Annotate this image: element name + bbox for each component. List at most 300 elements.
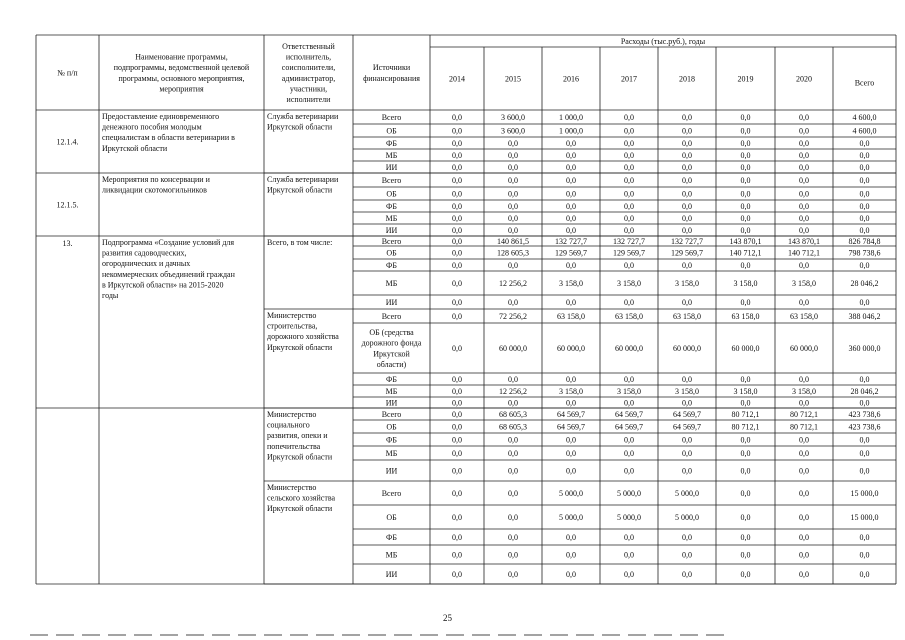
value-cell: 3 158,0 <box>733 278 758 288</box>
value-cell: 0,0 <box>682 175 692 185</box>
source-label: ФБ <box>386 138 397 148</box>
value-cell: 0,0 <box>452 311 462 321</box>
value-cell: 0,0 <box>566 175 576 185</box>
value-cell: 0,0 <box>508 435 518 445</box>
value-cell: 0,0 <box>452 550 462 560</box>
value-cell: 0,0 <box>740 550 751 560</box>
value-cell: 0,0 <box>624 398 634 408</box>
value-cell: 0,0 <box>452 422 462 432</box>
header-responsible: исполнитель, <box>285 52 332 62</box>
value-cell: 80 712,1 <box>790 422 818 432</box>
value-cell: 0,0 <box>799 138 809 148</box>
value-cell: 0,0 <box>799 112 809 122</box>
header-sources: финансирования <box>363 73 420 83</box>
value-cell: 143 870,1 <box>788 236 820 246</box>
responsible-executor: Министерство <box>267 410 317 419</box>
value-cell: 60 000,0 <box>790 343 818 353</box>
value-cell: 0,0 <box>682 150 692 160</box>
source-label: Всего <box>381 112 402 122</box>
total-cell: 4 600,0 <box>852 126 877 136</box>
item-name: огороднических и дачных <box>102 259 191 269</box>
value-cell: 12 256,2 <box>499 278 527 288</box>
value-cell: 0,0 <box>740 126 751 136</box>
value-cell: 0,0 <box>624 213 634 223</box>
value-cell: 0,0 <box>566 532 576 542</box>
value-cell: 0,0 <box>740 138 751 148</box>
header-sources: Источники <box>372 63 411 73</box>
value-cell: 5 000,0 <box>559 512 583 522</box>
value-cell: 0,0 <box>799 175 809 185</box>
total-cell: 0,0 <box>859 213 870 223</box>
value-cell: 5 000,0 <box>675 488 699 498</box>
value-cell: 0,0 <box>624 201 634 211</box>
value-cell: 0,0 <box>566 297 576 307</box>
source-label: ИИ <box>385 225 398 235</box>
value-cell: 0,0 <box>682 189 692 199</box>
value-cell: 0,0 <box>566 448 576 458</box>
value-cell: 0,0 <box>740 569 751 579</box>
source-label: Иркутской <box>373 349 410 359</box>
value-cell: 0,0 <box>740 112 751 122</box>
value-cell: 0,0 <box>682 297 692 307</box>
value-cell: 0,0 <box>452 488 462 498</box>
item-name: Подпрограмма «Создание условий для <box>102 238 235 247</box>
value-cell: 0,0 <box>682 201 692 211</box>
header-responsible: соисполнители, <box>281 63 336 73</box>
total-cell: 0,0 <box>859 138 870 148</box>
source-label: Всего <box>381 409 402 419</box>
source-label: Всего <box>381 175 402 185</box>
value-cell: 0,0 <box>740 448 751 458</box>
value-cell: 0,0 <box>740 225 751 235</box>
total-cell: 0,0 <box>859 260 870 270</box>
source-label: Всего <box>381 236 402 246</box>
value-cell: 60 000,0 <box>557 343 585 353</box>
value-cell: 0,0 <box>740 201 751 211</box>
value-cell: 0,0 <box>682 569 692 579</box>
value-cell: 129 569,7 <box>555 248 587 258</box>
value-cell: 0,0 <box>508 189 518 199</box>
header-name: программы, основного мероприятия, <box>118 73 245 83</box>
value-cell: 64 569,7 <box>615 422 643 432</box>
total-cell: 0,0 <box>859 175 870 185</box>
source-label: ОБ <box>386 248 397 258</box>
value-cell: 0,0 <box>566 189 576 199</box>
item-number: 12.1.4. <box>56 137 79 147</box>
value-cell: 3 600,0 <box>501 126 525 136</box>
value-cell: 0,0 <box>566 150 576 160</box>
value-cell: 0,0 <box>452 398 462 408</box>
responsible-executor: развития, опеки и <box>267 431 328 441</box>
scan-artifact-line <box>30 634 730 636</box>
value-cell: 0,0 <box>566 201 576 211</box>
value-cell: 0,0 <box>452 569 462 579</box>
value-cell: 0,0 <box>799 162 809 172</box>
value-cell: 5 000,0 <box>559 488 583 498</box>
value-cell: 80 712,1 <box>731 409 760 419</box>
source-label: МБ <box>385 150 398 160</box>
value-cell: 0,0 <box>740 260 751 270</box>
value-cell: 0,0 <box>740 398 751 408</box>
value-cell: 0,0 <box>740 162 751 172</box>
value-cell: 0,0 <box>740 466 751 476</box>
header-year-2019: 2019 <box>737 74 754 84</box>
value-cell: 0,0 <box>508 297 518 307</box>
value-cell: 0,0 <box>799 189 809 199</box>
value-cell: 0,0 <box>566 213 576 223</box>
total-cell: 15 000,0 <box>850 512 879 522</box>
header-expenses: Расходы (тыс.руб.), годы <box>620 36 706 46</box>
value-cell: 0,0 <box>508 162 518 172</box>
header-responsible: участники, <box>289 84 328 94</box>
value-cell: 0,0 <box>566 569 576 579</box>
value-cell: 0,0 <box>624 550 634 560</box>
responsible-executor: Всего, в том числе: <box>267 238 333 247</box>
value-cell: 0,0 <box>682 260 692 270</box>
total-cell: 0,0 <box>859 201 870 211</box>
value-cell: 132 727,7 <box>555 236 587 246</box>
value-cell: 0,0 <box>452 386 462 396</box>
value-cell: 0,0 <box>624 435 634 445</box>
value-cell: 0,0 <box>452 150 462 160</box>
responsible-executor: социального <box>267 420 310 430</box>
value-cell: 0,0 <box>508 512 518 522</box>
value-cell: 0,0 <box>682 398 692 408</box>
item-name: некоммерческих объединений граждан <box>102 269 235 279</box>
total-cell: 0,0 <box>859 466 870 476</box>
value-cell: 0,0 <box>624 112 634 122</box>
total-cell: 0,0 <box>859 398 870 408</box>
value-cell: 140 712,1 <box>788 248 820 258</box>
value-cell: 3 158,0 <box>792 386 816 396</box>
value-cell: 0,0 <box>452 435 462 445</box>
value-cell: 0,0 <box>624 126 634 136</box>
value-cell: 0,0 <box>740 213 751 223</box>
value-cell: 60 000,0 <box>615 343 643 353</box>
value-cell: 72 256,2 <box>499 311 527 321</box>
item-name: специалистам в области ветеринарии в <box>102 133 235 143</box>
responsible-executor: сельского хозяйства <box>267 493 336 503</box>
value-cell: 63 158,0 <box>615 311 643 321</box>
total-cell: 0,0 <box>859 150 870 160</box>
value-cell: 0,0 <box>508 175 518 185</box>
value-cell: 0,0 <box>624 532 634 542</box>
source-label: ОБ <box>386 512 397 522</box>
value-cell: 0,0 <box>682 126 692 136</box>
header-year-2018: 2018 <box>679 74 695 84</box>
total-cell: 826 784,8 <box>848 236 881 246</box>
item-number: 13. <box>62 238 73 248</box>
total-cell: 0,0 <box>859 189 870 199</box>
value-cell: 128 605,3 <box>497 248 529 258</box>
value-cell: 0,0 <box>740 532 751 542</box>
value-cell: 0,0 <box>682 213 692 223</box>
value-cell: 3 158,0 <box>792 278 816 288</box>
source-label: ИИ <box>385 569 398 579</box>
total-cell: 0,0 <box>859 297 870 307</box>
source-label: ОБ <box>386 126 397 136</box>
value-cell: 0,0 <box>566 435 576 445</box>
value-cell: 60 000,0 <box>499 343 527 353</box>
responsible-executor: попечительства <box>267 441 321 451</box>
source-label: области) <box>376 359 407 369</box>
header-year-2015: 2015 <box>505 74 521 84</box>
responsible-executor: Иркутской области <box>267 452 333 462</box>
source-label: ФБ <box>386 260 397 270</box>
value-cell: 0,0 <box>682 225 692 235</box>
value-cell: 0,0 <box>452 248 462 258</box>
item-name: денежного пособия молодым <box>102 122 202 132</box>
value-cell: 0,0 <box>566 374 576 384</box>
value-cell: 60 000,0 <box>731 343 760 353</box>
responsible-executor: Служба ветеринарии <box>267 112 339 121</box>
source-label: МБ <box>385 550 398 560</box>
item-name: Иркутской области <box>102 143 168 153</box>
value-cell: 0,0 <box>566 162 576 172</box>
value-cell: 0,0 <box>452 343 462 353</box>
value-cell: 0,0 <box>624 466 634 476</box>
value-cell: 0,0 <box>624 189 634 199</box>
value-cell: 0,0 <box>452 278 462 288</box>
value-cell: 0,0 <box>799 532 809 542</box>
value-cell: 63 158,0 <box>557 311 585 321</box>
value-cell: 0,0 <box>682 532 692 542</box>
value-cell: 0,0 <box>799 550 809 560</box>
source-label: ИИ <box>385 162 398 172</box>
value-cell: 0,0 <box>799 126 809 136</box>
value-cell: 0,0 <box>508 201 518 211</box>
value-cell: 0,0 <box>452 374 462 384</box>
value-cell: 60 000,0 <box>673 343 701 353</box>
value-cell: 0,0 <box>799 512 809 522</box>
source-label: ИИ <box>385 466 398 476</box>
value-cell: 3 158,0 <box>559 278 583 288</box>
value-cell: 0,0 <box>682 448 692 458</box>
value-cell: 0,0 <box>624 138 634 148</box>
value-cell: 143 870,1 <box>729 236 762 246</box>
value-cell: 0,0 <box>624 150 634 160</box>
value-cell: 0,0 <box>566 398 576 408</box>
value-cell: 0,0 <box>740 488 751 498</box>
value-cell: 0,0 <box>799 569 809 579</box>
total-cell: 798 738,6 <box>848 248 881 258</box>
total-cell: 28 046,2 <box>850 278 879 288</box>
header-total: Всего <box>854 78 875 88</box>
value-cell: 0,0 <box>566 466 576 476</box>
value-cell: 0,0 <box>740 297 751 307</box>
value-cell: 140 861,5 <box>497 236 529 246</box>
value-cell: 0,0 <box>624 374 634 384</box>
header-year-2017: 2017 <box>621 74 637 84</box>
value-cell: 3 158,0 <box>617 386 641 396</box>
source-label: ФБ <box>386 435 397 445</box>
value-cell: 68 605,3 <box>499 409 527 419</box>
value-cell: 0,0 <box>624 260 634 270</box>
value-cell: 0,0 <box>508 138 518 148</box>
value-cell: 0,0 <box>740 175 751 185</box>
responsible-executor: строительства, <box>267 321 318 331</box>
total-cell: 15 000,0 <box>850 488 879 498</box>
value-cell: 3 158,0 <box>559 386 583 396</box>
total-cell: 388 046,2 <box>848 311 881 321</box>
source-label: МБ <box>385 386 398 396</box>
value-cell: 0,0 <box>799 201 809 211</box>
value-cell: 0,0 <box>740 189 751 199</box>
value-cell: 3 158,0 <box>733 386 758 396</box>
value-cell: 0,0 <box>799 260 809 270</box>
value-cell: 0,0 <box>740 150 751 160</box>
value-cell: 64 569,7 <box>557 422 585 432</box>
total-cell: 423 738,6 <box>848 422 881 432</box>
header-year-2016: 2016 <box>563 74 579 84</box>
value-cell: 5 000,0 <box>617 488 641 498</box>
source-label: ФБ <box>386 374 397 384</box>
value-cell: 0,0 <box>799 297 809 307</box>
value-cell: 129 569,7 <box>613 248 645 258</box>
value-cell: 0,0 <box>452 189 462 199</box>
value-cell: 0,0 <box>508 569 518 579</box>
responsible-executor: Служба ветеринарии <box>267 175 339 184</box>
value-cell: 0,0 <box>624 175 634 185</box>
value-cell: 0,0 <box>566 260 576 270</box>
item-name: годы <box>102 291 119 300</box>
item-name: Мероприятия по консервации и <box>102 175 210 184</box>
value-cell: 0,0 <box>452 201 462 211</box>
value-cell: 0,0 <box>452 213 462 223</box>
value-cell: 64 569,7 <box>673 422 701 432</box>
header-year-2014: 2014 <box>449 74 465 84</box>
value-cell: 0,0 <box>740 435 751 445</box>
responsible-executor: Иркутской области <box>267 342 333 352</box>
value-cell: 1 000,0 <box>559 126 583 136</box>
value-cell: 0,0 <box>452 225 462 235</box>
source-label: ФБ <box>386 532 397 542</box>
source-label: ФБ <box>386 201 397 211</box>
value-cell: 5 000,0 <box>675 512 699 522</box>
value-cell: 0,0 <box>682 138 692 148</box>
value-cell: 3 600,0 <box>501 112 525 122</box>
value-cell: 0,0 <box>566 550 576 560</box>
value-cell: 80 712,1 <box>731 422 760 432</box>
value-cell: 0,0 <box>566 138 576 148</box>
value-cell: 0,0 <box>624 569 634 579</box>
item-name: ликвидации скотомогильников <box>102 185 207 195</box>
source-label: МБ <box>385 448 398 458</box>
header-number: № п/п <box>57 68 78 78</box>
value-cell: 0,0 <box>799 398 809 408</box>
total-cell: 0,0 <box>859 435 870 445</box>
value-cell: 0,0 <box>508 225 518 235</box>
value-cell: 0,0 <box>740 374 751 384</box>
value-cell: 0,0 <box>508 213 518 223</box>
responsible-executor: Иркутской области <box>267 122 333 132</box>
header-year-2020: 2020 <box>796 74 812 84</box>
total-cell: 0,0 <box>859 162 870 172</box>
source-label: ОБ <box>386 189 397 199</box>
value-cell: 0,0 <box>508 260 518 270</box>
value-cell: 0,0 <box>452 175 462 185</box>
value-cell: 0,0 <box>799 466 809 476</box>
value-cell: 64 569,7 <box>557 409 585 419</box>
value-cell: 3 158,0 <box>617 278 641 288</box>
page-number: 25 <box>443 613 452 623</box>
value-cell: 0,0 <box>508 448 518 458</box>
total-cell: 4 600,0 <box>852 112 877 122</box>
value-cell: 0,0 <box>508 532 518 542</box>
source-label: дорожного фонда <box>361 338 422 348</box>
value-cell: 63 158,0 <box>790 311 818 321</box>
total-cell: 360 000,0 <box>848 343 881 353</box>
total-cell: 423 738,6 <box>848 409 881 419</box>
value-cell: 0,0 <box>682 550 692 560</box>
value-cell: 0,0 <box>452 409 462 419</box>
value-cell: 0,0 <box>682 374 692 384</box>
value-cell: 0,0 <box>452 126 462 136</box>
source-label: Всего <box>381 488 402 498</box>
value-cell: 0,0 <box>508 150 518 160</box>
header-responsible: Ответственный <box>282 41 335 51</box>
value-cell: 0,0 <box>508 550 518 560</box>
total-cell: 0,0 <box>859 569 870 579</box>
total-cell: 0,0 <box>859 374 870 384</box>
responsible-executor: Министерство <box>267 311 317 320</box>
value-cell: 0,0 <box>799 435 809 445</box>
value-cell: 0,0 <box>682 466 692 476</box>
value-cell: 0,0 <box>452 297 462 307</box>
source-label: Всего <box>381 311 402 321</box>
value-cell: 64 569,7 <box>615 409 643 419</box>
value-cell: 0,0 <box>452 448 462 458</box>
source-label: МБ <box>385 213 398 223</box>
value-cell: 64 569,7 <box>673 409 701 419</box>
value-cell: 0,0 <box>452 138 462 148</box>
value-cell: 3 158,0 <box>675 386 699 396</box>
header-name: Наименование программы, <box>135 52 228 62</box>
source-label: ОБ <box>386 422 397 432</box>
value-cell: 0,0 <box>740 512 751 522</box>
value-cell: 0,0 <box>799 374 809 384</box>
item-name: Предоставление единовременного <box>102 112 220 121</box>
responsible-executor: Иркутской области <box>267 185 333 195</box>
value-cell: 0,0 <box>452 466 462 476</box>
responsible-executor: Министерство <box>267 483 317 492</box>
source-label: ОБ (средства <box>369 328 414 338</box>
value-cell: 63 158,0 <box>673 311 701 321</box>
value-cell: 0,0 <box>682 112 692 122</box>
total-cell: 0,0 <box>859 448 870 458</box>
value-cell: 0,0 <box>799 488 809 498</box>
value-cell: 0,0 <box>508 374 518 384</box>
value-cell: 5 000,0 <box>617 512 641 522</box>
header-responsible: администратор, <box>281 73 336 83</box>
total-cell: 0,0 <box>859 532 870 542</box>
responsible-executor: дорожного хозяйства <box>267 332 339 342</box>
value-cell: 0,0 <box>566 225 576 235</box>
source-label: МБ <box>385 278 398 288</box>
value-cell: 132 727,7 <box>613 236 645 246</box>
header-name: подпрограммы, ведомственной целевой <box>113 63 250 73</box>
value-cell: 129 569,7 <box>671 248 703 258</box>
value-cell: 0,0 <box>799 213 809 223</box>
value-cell: 0,0 <box>508 466 518 476</box>
value-cell: 0,0 <box>799 448 809 458</box>
value-cell: 0,0 <box>624 225 634 235</box>
value-cell: 132 727,7 <box>671 236 703 246</box>
source-label: ИИ <box>385 398 398 408</box>
value-cell: 0,0 <box>508 398 518 408</box>
value-cell: 68 605,3 <box>499 422 527 432</box>
header-responsible: исполнители <box>286 94 331 104</box>
